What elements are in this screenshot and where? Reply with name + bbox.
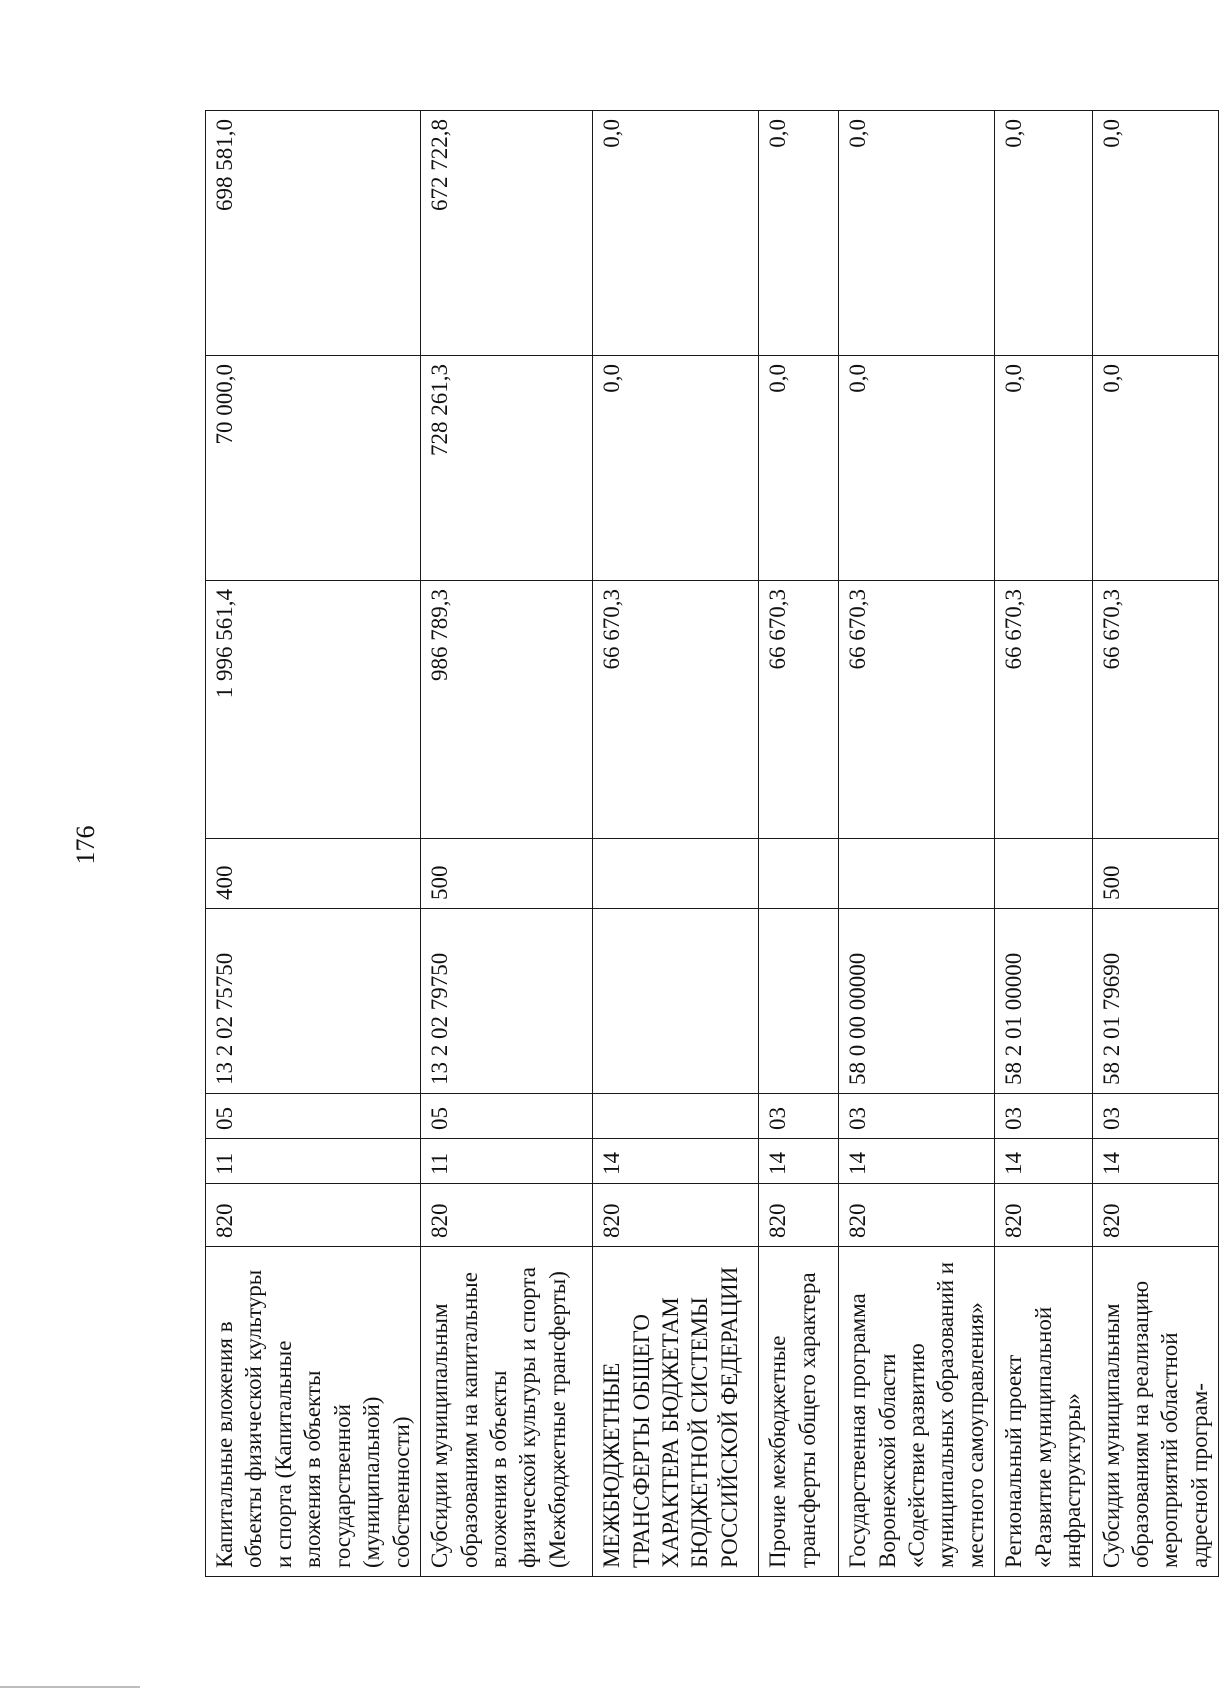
page-number: 176 [71, 825, 100, 865]
sum-3: 0,0 [995, 111, 1092, 356]
pr-code: 05 [206, 1094, 421, 1139]
sum-2: 0,0 [839, 356, 995, 581]
row-name: Государственная программа Воронежской области «Содействие развитию муниципальных образований и местного самоуправления» [839, 1247, 995, 1577]
rz-code: 14 [759, 1139, 839, 1184]
pr-code: 03 [1092, 1094, 1219, 1139]
vr-code [839, 839, 995, 909]
rz-code: 14 [839, 1139, 995, 1184]
sum-2: 0,0 [759, 356, 839, 581]
vr-code: 400 [206, 839, 421, 909]
row-name: Субсидии муниципальным образованиям на капитальные вложения в объекты физической культуры и спорта (Межбюджетные трансферты) [421, 1247, 593, 1577]
pr-code: 05 [421, 1094, 593, 1139]
csr-code: 58 0 00 00000 [839, 909, 995, 1094]
sum-1: 1 996 561,4 [206, 581, 421, 839]
table-row [839, 111, 995, 1577]
gr-code: 820 [1092, 1184, 1219, 1247]
sum-2: 0,0 [593, 356, 759, 581]
csr-code: 58 2 01 00000 [995, 909, 1092, 1094]
pr-code: 03 [839, 1094, 995, 1139]
sum-3: 0,0 [759, 111, 839, 356]
pr-code: 03 [995, 1094, 1092, 1139]
sum-1: 66 670,3 [995, 581, 1092, 839]
table-row [421, 111, 593, 1577]
rotated-table-container [205, 111, 1212, 1577]
rz-code: 14 [1092, 1139, 1219, 1184]
sum-1: 66 670,3 [759, 581, 839, 839]
table-row [206, 111, 421, 1577]
sum-2: 70 000,0 [206, 356, 421, 581]
gr-code: 820 [421, 1184, 593, 1247]
csr-code [759, 909, 839, 1094]
sum-1: 66 670,3 [839, 581, 995, 839]
sum-1: 986 789,3 [421, 581, 593, 839]
sum-2: 0,0 [1092, 356, 1219, 581]
sum-2: 0,0 [995, 356, 1092, 581]
sum-3: 0,0 [1092, 111, 1219, 356]
gr-code: 820 [839, 1184, 995, 1247]
sum-3: 0,0 [593, 111, 759, 356]
table-row [1092, 111, 1219, 1577]
pr-code [593, 1094, 759, 1139]
rz-code: 14 [593, 1139, 759, 1184]
table-row [995, 111, 1092, 1577]
vr-code [995, 839, 1092, 909]
csr-code: 13 2 02 79750 [421, 909, 593, 1094]
rz-code: 11 [421, 1139, 593, 1184]
sum-2: 728 261,3 [421, 356, 593, 581]
row-name: Субсидии муниципальным образованиям на реализацию мероприятий областной адресной програм- [1092, 1247, 1219, 1577]
gr-code: 820 [995, 1184, 1092, 1247]
vr-code [759, 839, 839, 909]
table-row [593, 111, 759, 1577]
vr-code: 500 [421, 839, 593, 909]
table-row [759, 111, 839, 1577]
sum-3: 0,0 [839, 111, 995, 356]
rz-code: 14 [995, 1139, 1092, 1184]
vr-code: 500 [1092, 839, 1219, 909]
gr-code: 820 [206, 1184, 421, 1247]
row-name: МЕЖБЮДЖЕТНЫЕ ТРАНСФЕРТЫ ОБЩЕГО ХАРАКТЕРА БЮДЖЕТАМ БЮДЖЕТНОЙ СИСТЕМЫ РОССИЙСКОЙ ФЕДЕРАЦИИ [593, 1247, 759, 1577]
sum-3: 698 581,0 [206, 111, 421, 356]
scan-edge-mark [0, 1686, 140, 1688]
sum-1: 66 670,3 [593, 581, 759, 839]
row-name: Капитальные вложения в объекты физической культуры и спорта (Капитальные вложения в объекты государственной (муниципальной) собственности) [206, 1247, 421, 1577]
vr-code [593, 839, 759, 909]
sum-3: 672 722,8 [421, 111, 593, 356]
gr-code: 820 [759, 1184, 839, 1247]
csr-code: 58 2 01 79690 [1092, 909, 1219, 1094]
gr-code: 820 [593, 1184, 759, 1247]
pr-code: 03 [759, 1094, 839, 1139]
csr-code [593, 909, 759, 1094]
rz-code: 11 [206, 1139, 421, 1184]
row-name: Региональный проект «Развитие муниципальной инфраструктуры» [995, 1247, 1092, 1577]
row-name: Прочие межбюджетные трансферты общего характера [759, 1247, 839, 1577]
budget-table [205, 110, 1219, 1577]
sum-1: 66 670,3 [1092, 581, 1219, 839]
csr-code: 13 2 02 75750 [206, 909, 421, 1094]
